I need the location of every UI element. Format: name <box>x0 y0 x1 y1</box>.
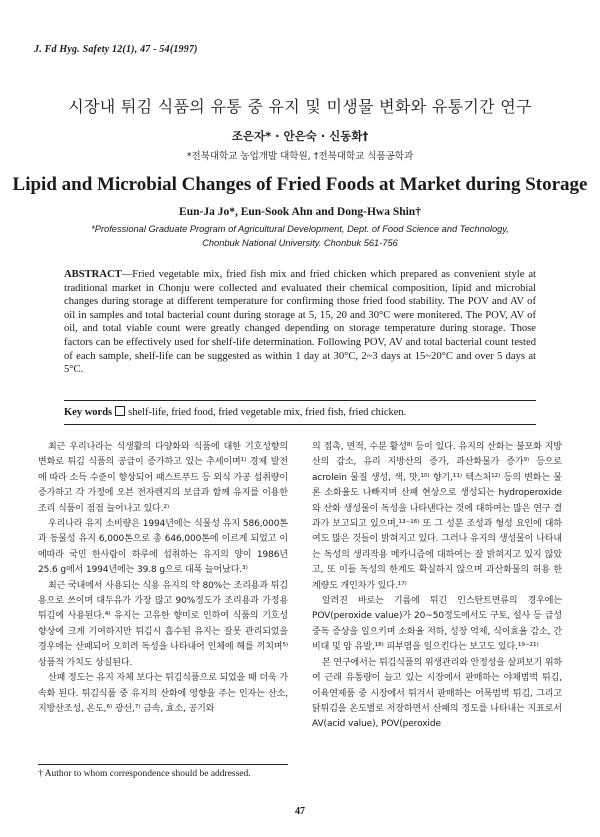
korean-authors: 조은자* · 안은숙 · 신동화† <box>231 129 369 143</box>
journal-citation: J. Fd Hyg. Safety 12(1), 47 - 54(1997) <box>34 44 198 55</box>
body-paragraph: 최근 국내에서 사용되는 식용 유지의 약 80%는 조리용과 튀김용으로 쓰이며 대두유가 가장 많고 90%정도가 조리용과 가정용 튀김에 사용된다.⁴⁾ 유지는 고유한 향미로 인하여 식품의 기호성 향상에 크게 기여하지만 튀김시 흡수된 유지는 잘못 관리되었을 경우에는 산패되어 오히려 독성을 나타내어 인체에 해를 끼치며⁵⁾ 상품적 가치도 상실된다. <box>38 580 288 668</box>
english-affiliation <box>40 222 560 250</box>
english-title: Lipid and Microbial Changes of Fried Foods at Market during Storage <box>12 174 588 195</box>
english-affiliation-line1: *Professional Graduate Program of Agricultural Development, Dept. of Food Science and Technology, <box>91 224 509 234</box>
checkbox-square-icon <box>115 406 125 416</box>
english-affiliation-line2: Chonbuk National University. Chonbuk 561-756 <box>202 238 398 248</box>
body-paragraph: 알려진 바로는 기름에 튀긴 인스탄트면류의 경우에는 POV(peroxide value)가 20~50정도에서도 구토, 설사 등 급성중독 증상을 일으키며 소화율 저하, 성장 억제, 식이효율 감소, 간비대 및 암 유발,¹⁸⁾ 피부염을 일으킨다는 보고도 있다.¹⁹⁻²¹⁾ <box>312 596 562 653</box>
body-paragraph: 본 연구에서는 튀김식품의 위생관리와 안정성을 살펴보기 위하여 근래 유통량이 늘고 있는 시장에서 판매하는 야채범벅 튀김, 어육연제품 중 시장에서 튀겨서 판매하는 어묵범벅 튀김, 그리고 닭튀김을 온도별로 저장하면서 산패의 정도를 나타내는 지표로서 AV(acid value), POV(peroxide <box>312 657 563 730</box>
body-paragraph: 우리나라 유지 소비량은 1994년에는 식물성 유지 586,000톤과 동물성 유지 6,000톤으로 총 646,000톤에 이르게 되었고 이에따라 국민 한사람이 하루에 섭취하는 유지의 양이 1986년 25.6 g에서 1994년에는 39.8 g으로 대폭 늘어났다.³⁾ <box>38 519 288 576</box>
abstract <box>64 268 536 377</box>
body-column-left <box>38 440 288 717</box>
footnote-divider <box>38 764 288 765</box>
keywords <box>64 400 536 425</box>
body-paragraph: 최근 우리나라는 식생활의 다양화와 식품에 대한 기호성향의 변화로 튀김 식품의 공급이 증가하고 있는 추세이며¹⁾ 경제 발전에 따라 소득 수준이 향상되어 패스트푸드 등 외식 가공 섭취량이 증가하고 각 가정에 오븐 전자렌지의 보급과 함께 유지를 이용한 조리 식품이 점점 늘어나고 있다.²⁾ <box>38 442 288 514</box>
body-column-right <box>312 440 562 733</box>
keywords-text: shelf-life, fried food, fried vegetable mix, fried fish, fried chicken. <box>128 407 407 418</box>
body-paragraph: 의 접촉, 면적, 수분 활성⁸⁾ 등이 있다. 유지의 산화는 불포화 지방산의 감소, 유리 지방산의 증가, 과산화물가 증가⁹⁾ 등으로 acrolein 물질 생성, 색, 맛,¹⁰⁾ 향기,¹¹⁾ 텍스처¹²⁾ 등의 변화는 물론 소화율도 나빠지며 산패 현상으로 생성되는 hydroperoxide 와 산화 생성물이 독성을 나타낸다는 것에 대하여는 많은 연구 결과가 보고되고 있으며,¹³⁻¹⁶⁾ 또 그 성분 조성과 형성 요인에 대하여도 많은 것들이 밝혀지고 있다. 그러나 유지의 생성물이 나타내는 독성의 생리작용 메카니즘에 대하여는 잘 밝혀지고 있지 않았고, 또 이들 독성의 한계도 확실하지 않으며 과산화물의 허용 한계량도 개인차가 있다.¹⁷⁾ <box>312 442 562 591</box>
abstract-label: ABSTRACT <box>64 269 122 280</box>
body-paragraph: 산패 정도는 유지 자체 보다는 튀김식품으로 되었을 때 더욱 가속화 된다. 튀김식품 중 유지의 산화에 영향을 주는 인자는 산소, 지방산조성, 온도,⁶⁾ 광선,⁷⁾ 금속, 효소, 공기와 <box>38 673 288 714</box>
page-number: 47 <box>295 806 305 817</box>
keywords-label: Key words <box>64 407 113 418</box>
abstract-text: —Fried vegetable mix, fried fish mix and fried chicken which prepared as convenient style at traditional market in Chonju were collected and evaluated their chemical composition, lipid and microbial changes during storage at different temperature for confirming those fried food stability. The POV and AV of oil in samples and total bacterial count during storage at 5, 15, 20 and 30°C were monitered. The POV, AV of oil, and total viable count were greatly changed depending on storage temperature during storage. Those factors can be effectively used for shelf-life determination. Following POV, AV and total bacterial count tested of each sample, shelf-life can be suggested as within 1 day at 30°C, 2~3 days at 15~20°C and over 5 days at 5°C. <box>64 269 536 376</box>
korean-title: 시장내 튀김 식품의 유통 중 유지 및 미생물 변화와 유통기간 연구 <box>68 97 532 116</box>
footnote: † Author to whom correspondence should be addressed. <box>38 769 251 779</box>
korean-affiliation: *전북대학교 농업개발 대학원, †전북대학교 식품공학과 <box>186 151 414 162</box>
english-authors: Eun-Ja Jo*, Eun-Sook Ahn and Dong-Hwa Shin† <box>179 206 421 218</box>
